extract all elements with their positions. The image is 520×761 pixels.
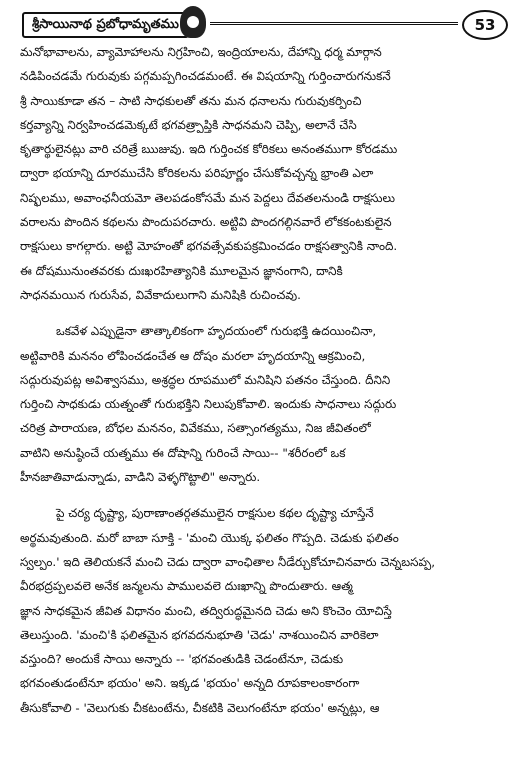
text-line: తెలుస్తుంది. 'మంచి'కి ఫలితమైన భగవదనుభూతి 'చెడు' నాశయించిన వారికెలా (20, 627, 379, 642)
text-line: వాటిని అనుష్ఠించే యత్నము ఈ దోషాన్ని గురించే సాయి-- "శరీరంలో ఒక (20, 445, 346, 460)
portrait-emblem (180, 6, 206, 38)
paragraph (20, 501, 510, 720)
paragraph-gap (20, 489, 510, 501)
text-line: పై చర్య దృష్ట్యా, పురాణాంతర్గతములైన రాక్షసుల కథల దృష్ట్యా చూస్తేనే (56, 506, 374, 521)
text-line: ఒకవేళ ఎప్పుడైనా తాత్కాలికంగా హృదయంలో గురుభక్తి ఉదయించినా, (56, 324, 377, 339)
text-line: భగవంతుడంటేనూ భయం' అని. ఇక్కడ 'భయం' అన్నది రూపకాలంకారంగా (20, 676, 360, 691)
text-line: ద్వారా భయాన్ని దూరముచేసి కోరికలను పరిపూర్ణం చేసుకోవచ్చన్న భ్రాంతి ఎలా (20, 166, 374, 181)
text-line: నడిపించడమే గురువుకు పగ్గమప్పగించడమంటే. ఈ విషయాన్ని గుర్తించారుగనుకనే (20, 69, 391, 84)
text-line: అట్టివారికి మననం లోపించడంచేత ఆ దోషం మరలా హృదయాన్ని ఆక్రమించి, (20, 348, 366, 363)
text-line: చరిత్ర పారాయణ, బోధల మననం, వివేకము, సత్సాంగత్యము, నిజ జీవితంలో (20, 421, 371, 436)
text-line: రాక్షసులు కాగల్గారు. అట్టి మోహంతో భగవత్సేవకుపక్రమించడం రాక్షసత్వానికి నాంది. (20, 239, 398, 254)
page-header (10, 10, 510, 38)
text-line: గుర్తించి సాధకుడు యత్నంతో గురుభక్తిని నిలుపుకోవాలి. ఇందుకు సాధనాలు సద్గురు (20, 397, 397, 412)
body-text (20, 40, 510, 720)
text-line: వీరభద్రప్పలవలె అనేక జన్మలను పాములవలె దుఃఖాన్ని పొందుతారు. ఆత్మ (20, 579, 353, 594)
text-line: జ్ఞాన సాధకమైన జీవిత విధానం మంచి, తద్విరుద్ధమైనది చెడు అని కొంచెం యోచిస్తే (20, 603, 392, 618)
text-line: వరాలను పొందిన కథలను పొందుపరచారు. అట్టివి పొందగల్గినవారే లోకకంటకులైన (20, 215, 392, 230)
text-line: సద్గురువుపట్ల అవిశ్వాసము, అశ్రద్ధల రూపములో మనిషిని పతనం చేస్తుంది. దీనిని (20, 372, 391, 387)
text-line: కృతార్థులైనట్లు వారి చరిత్రే ఋజువు. ఇది గుర్తించక కోరికలు అనంతముగా కోరడము (20, 142, 398, 157)
text-line: ఈ దోషమునుంతవరకు దుఃఖరహిత్యానికి మూలమైన జ్ఞానంగాని, దానికి (20, 263, 343, 278)
paragraph (20, 319, 510, 489)
page-number: 53 (462, 10, 508, 40)
text-line: కర్తవ్యాన్ని నిర్వహించడమెక్కటే భగవత్ర్పాప్తికి సాధనమని చెప్పి, అలానే చేసి (20, 117, 357, 132)
text-line: శ్రీ సాయికూడా తన – సాటి సాధకులతో తను మన ధనాలను గురువుకర్పించి (20, 93, 362, 108)
text-line: వస్తుంది? అందుకే సాయి అన్నారు -- 'భగవంతుడికి చెడంటేనూ, చెడుకు (20, 652, 344, 667)
text-line: హీనజాతివాడున్నాడు, వాడిని వెళ్ళగొట్టాలి" అన్నారు. (20, 470, 261, 485)
text-line: స్వల్పం.' ఇది తెలియకనే మంచి చెడు ద్వారా వాంఛితాల నీడేర్చుకోచూచినవారు చెన్నబసప్ప, (20, 554, 436, 569)
book-title: శ్రీసాయినాథ ప్రబోధామృతము (22, 12, 189, 38)
paragraph-gap (20, 307, 510, 319)
text-line: తీసుకోవాలి - 'వెలుగుకు చీకటంటేను, చీకటికి వెలుగంటేనూ భయం' అన్నట్లు, ఆ (20, 700, 380, 715)
text-line: అర్థమవుతుంది. మరో బాబా సూక్తి - 'మంచి యొక్క ఫలితం గొప్పది. చెడుకు ఫలితం (20, 530, 399, 545)
paragraph (20, 40, 510, 307)
header-rule (210, 22, 458, 25)
text-line: నిష్ఫలము, అవాంఛనీయమో తెలపడంకోసమే మన పెద్దలు దేవతలనుండి రాక్షసులు (20, 190, 396, 205)
text-line: సాధనమయిన గురుసేవ, వివేకాదులుగాని మనిషికి రుచించవు. (20, 287, 301, 302)
text-line: మనోభావాలను, వ్యామోహాలను నిగ్రహించి, ఇంద్రియాలను, దేహాన్ని ధర్మ మార్గాన (20, 45, 382, 59)
